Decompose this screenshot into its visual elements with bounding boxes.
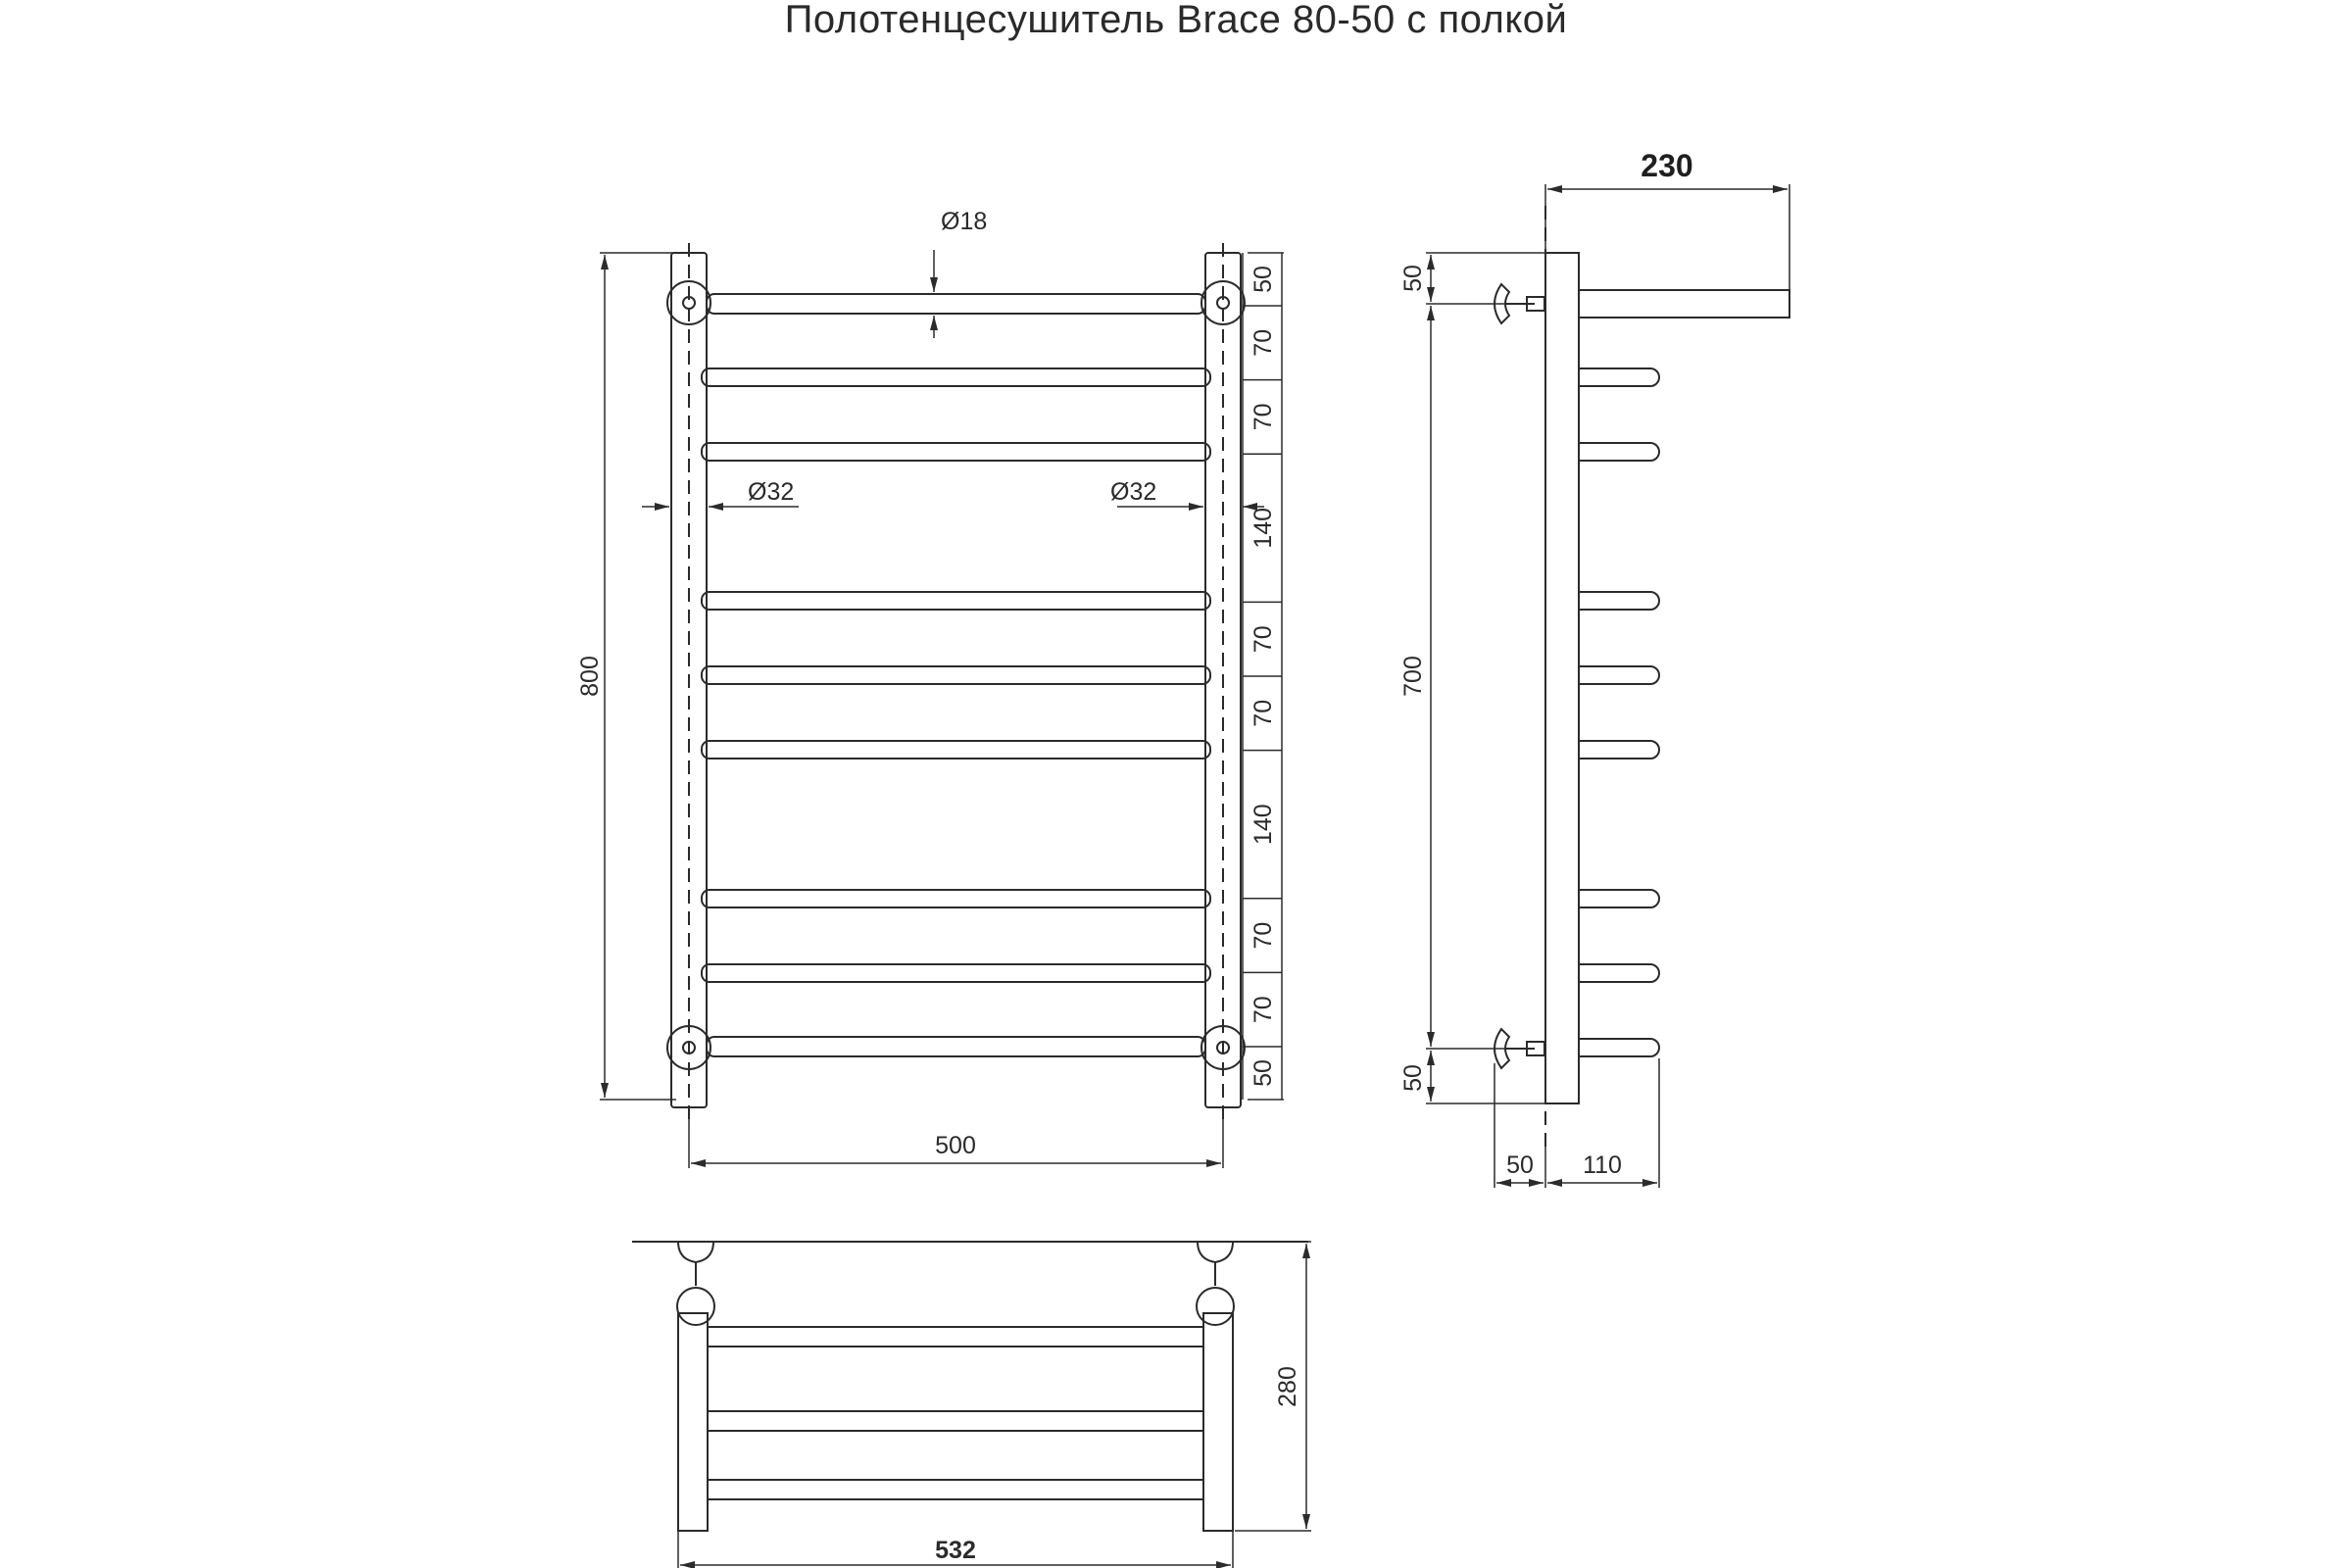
top-width-label: 532	[935, 1537, 976, 1564]
side-vertical-dimensions	[1399, 253, 1545, 1103]
top-offset-label: 50	[1399, 265, 1427, 292]
rail	[702, 368, 1210, 386]
shelf	[1579, 290, 1789, 318]
side-rails	[1579, 368, 1659, 1056]
shelf-depth-label: 230	[1641, 148, 1693, 183]
top-depth-dimension	[1227, 1242, 1311, 1531]
front-view	[576, 208, 1284, 1168]
rail-depth-label: 110	[1583, 1152, 1622, 1179]
side-horizontal-dimensions	[1494, 1058, 1659, 1188]
mount-flanges	[667, 281, 1245, 1069]
spacing-label: 70	[1250, 328, 1277, 357]
height-label: 800	[576, 656, 604, 697]
left-post-diameter-callout	[642, 478, 799, 507]
spacing-dimensions	[1243, 253, 1284, 1100]
shelf-bar	[708, 1480, 1203, 1499]
wall-offset-label: 50	[1506, 1152, 1534, 1179]
rail	[702, 666, 1210, 684]
shelf-bar	[708, 1327, 1203, 1347]
top-depth-label: 280	[1274, 1366, 1301, 1407]
height-dimension	[576, 253, 676, 1100]
spacing-label: 70	[1250, 403, 1277, 431]
side-post	[1545, 253, 1579, 1103]
rail	[702, 964, 1210, 982]
spacing-label: 140	[1250, 507, 1277, 549]
side-view	[1399, 148, 1789, 1188]
top-post-left	[678, 1313, 708, 1531]
spacing-label: 50	[1250, 266, 1277, 293]
width-dimension	[689, 1109, 1223, 1168]
drawing-title: Полотенцесушитель Brace 80-50 с полкой	[784, 0, 1568, 41]
front-rails	[702, 294, 1210, 1056]
spacing-label: 50	[1250, 1059, 1277, 1087]
spacing-label: 70	[1250, 996, 1277, 1024]
mount-height-label: 700	[1399, 656, 1427, 697]
top-post-right	[1203, 1313, 1233, 1531]
rail-bottom	[707, 1037, 1205, 1056]
top-connector-left	[677, 1288, 714, 1325]
svg-text:Ø32: Ø32	[1110, 478, 1157, 506]
shelf-bar	[708, 1411, 1203, 1431]
rail	[702, 592, 1210, 610]
svg-text:Ø18: Ø18	[941, 208, 988, 235]
rail	[702, 443, 1210, 461]
width-label: 500	[935, 1132, 976, 1159]
svg-text:Ø32: Ø32	[748, 478, 795, 506]
spacing-label: 140	[1250, 804, 1277, 846]
top-connector-right	[1197, 1288, 1234, 1325]
spacing-label: 70	[1250, 625, 1277, 654]
rail	[702, 741, 1210, 759]
spacing-label: 70	[1250, 921, 1277, 950]
rail-top	[707, 294, 1205, 314]
rail-diameter-callout	[934, 208, 987, 338]
top-width-dimension	[678, 1531, 1233, 1568]
spacing-label: 70	[1250, 699, 1277, 727]
rail	[702, 890, 1210, 907]
top-view	[632, 1242, 1311, 1568]
bottom-offset-label: 50	[1399, 1064, 1427, 1092]
